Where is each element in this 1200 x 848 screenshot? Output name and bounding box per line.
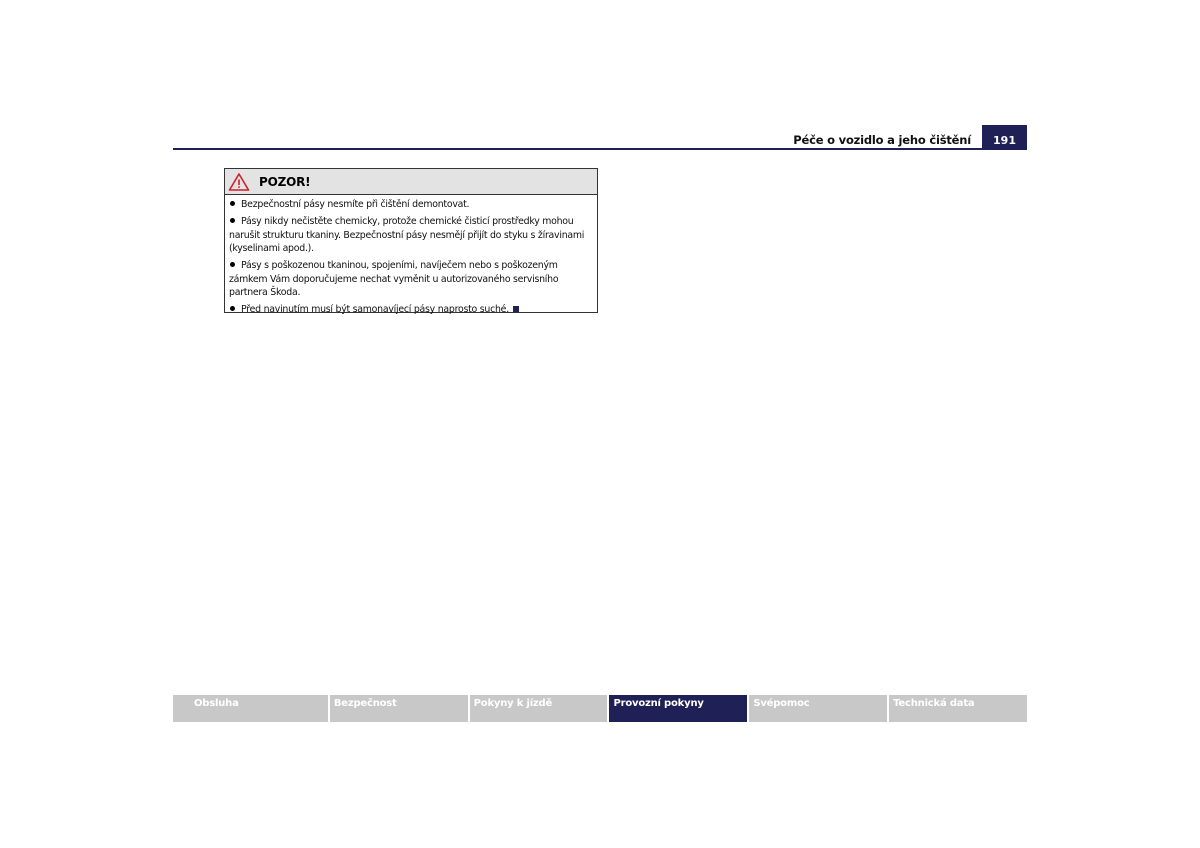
bullet-icon xyxy=(230,262,235,267)
page-title: Péče o vozidlo a jeho čištění xyxy=(793,133,971,147)
tab-technicka-data[interactable]: Technická data xyxy=(889,695,1027,722)
header-rule xyxy=(173,148,1027,150)
tab-svepomoc[interactable]: Svépomoc xyxy=(749,695,887,722)
tab-pokyny-k-jizde[interactable]: Pokyny k jízdě xyxy=(470,695,608,722)
warning-item-text: Pásy s poškozenou tkaninou, spojeními, navíječem nebo s poškozeným zámkem Vám doporučujeme nechat vyměnit u autorizovaného servisního partnera Škoda. xyxy=(229,260,559,298)
tab-provozni-pokyny[interactable]: Provozní pokyny xyxy=(609,695,747,722)
list-item xyxy=(229,259,593,300)
warning-triangle-icon xyxy=(228,172,250,192)
page-number: 191 xyxy=(982,125,1027,149)
tab-bezpecnost[interactable]: Bezpečnost xyxy=(330,695,468,722)
bullet-icon xyxy=(230,201,235,206)
bullet-icon xyxy=(230,306,235,311)
warning-item-text: Pásy nikdy nečistěte chemicky, protože chemické čisticí prostředky mohou narušit strukturu tkaniny. Bezpečnostní pásy nesmějí přijít do styku s žíravinami (kyselinami apod.). xyxy=(229,216,585,254)
warning-title: POZOR! xyxy=(259,174,311,189)
warning-list xyxy=(225,195,597,317)
list-item xyxy=(229,198,593,212)
list-item xyxy=(229,215,593,256)
warning-item-text: Před navinutím musí být samonavíjecí pásy naprosto suché. xyxy=(241,304,509,315)
warning-item-text: Bezpečnostní pásy nesmíte při čištění demontovat. xyxy=(241,199,470,210)
tab-obsluha[interactable]: Obsluha xyxy=(173,695,328,722)
footer-navigation xyxy=(173,695,1027,722)
warning-header xyxy=(225,169,597,195)
warning-box xyxy=(224,168,598,313)
section-end-icon xyxy=(513,306,519,312)
list-item xyxy=(229,303,593,317)
bullet-icon xyxy=(230,218,235,223)
